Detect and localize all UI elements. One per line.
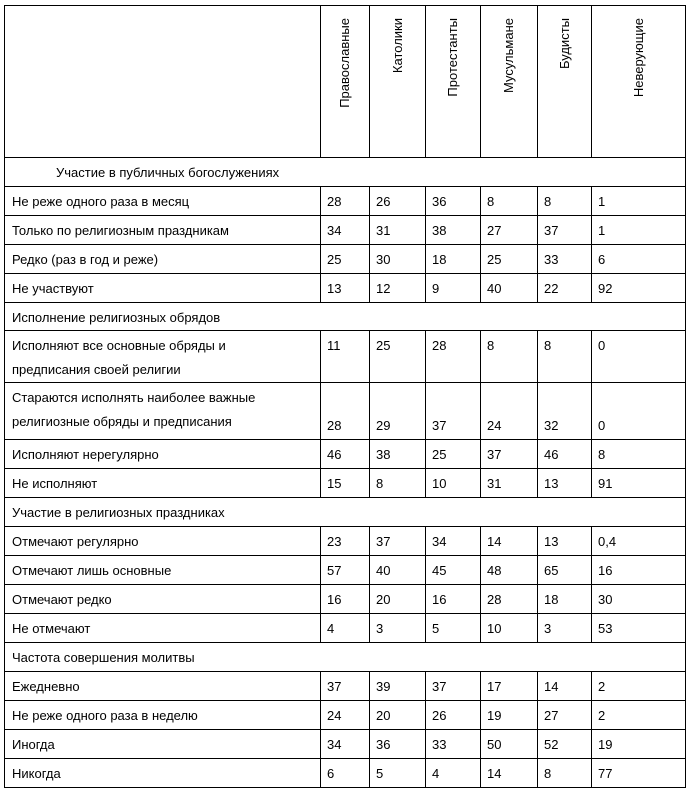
value-cell: 25 <box>426 440 481 469</box>
value-cell: 4 <box>426 759 481 788</box>
value-cell: 24 <box>481 383 538 440</box>
table-row <box>5 274 686 303</box>
section-title: Частота совершения молитвы <box>5 643 686 672</box>
section-row <box>5 643 686 672</box>
value-cell: 36 <box>370 730 426 759</box>
column-header-label: Будисты <box>556 18 572 69</box>
value-cell: 25 <box>370 331 426 383</box>
value-cell: 26 <box>426 701 481 730</box>
value-cell: 8 <box>538 331 592 383</box>
value-cell: 8 <box>592 440 686 469</box>
column-header-label: Протестанты <box>445 18 460 97</box>
value-cell: 27 <box>481 216 538 245</box>
table-row <box>5 759 686 788</box>
value-cell: 46 <box>538 440 592 469</box>
table-row <box>5 216 686 245</box>
value-cell: 52 <box>538 730 592 759</box>
value-cell: 37 <box>370 527 426 556</box>
table-row <box>5 614 686 643</box>
section-row <box>5 158 686 187</box>
row-label: Иногда <box>5 730 321 759</box>
column-header-buddhists <box>538 6 592 158</box>
value-cell: 38 <box>370 440 426 469</box>
value-cell: 25 <box>481 245 538 274</box>
table-header <box>5 6 686 158</box>
value-cell: 0 <box>592 331 686 383</box>
table-row <box>5 672 686 701</box>
value-cell: 33 <box>426 730 481 759</box>
value-cell: 24 <box>321 701 370 730</box>
value-cell: 34 <box>321 730 370 759</box>
value-cell: 12 <box>370 274 426 303</box>
row-label: Не участвуют <box>5 274 321 303</box>
column-header-muslims <box>481 6 538 158</box>
column-header-nonbelievers <box>592 6 686 158</box>
value-cell: 37 <box>321 672 370 701</box>
row-label-line: Исполняют все основные обряды и <box>12 338 226 353</box>
table-row <box>5 556 686 585</box>
value-cell: 0,4 <box>592 527 686 556</box>
table-row <box>5 527 686 556</box>
value-cell: 37 <box>481 440 538 469</box>
table-row <box>5 730 686 759</box>
value-cell: 19 <box>481 701 538 730</box>
value-cell: 77 <box>592 759 686 788</box>
value-cell: 10 <box>481 614 538 643</box>
value-cell: 20 <box>370 585 426 614</box>
row-label: Отмечают лишь основные <box>5 556 321 585</box>
value-cell: 8 <box>481 187 538 216</box>
value-cell: 32 <box>538 383 592 440</box>
value-cell: 8 <box>481 331 538 383</box>
value-cell: 13 <box>538 527 592 556</box>
value-cell: 14 <box>481 527 538 556</box>
value-cell: 34 <box>321 216 370 245</box>
value-cell: 4 <box>321 614 370 643</box>
row-label-line: Стараются исполнять наиболее важные <box>12 390 256 405</box>
table-row <box>5 245 686 274</box>
value-cell: 33 <box>538 245 592 274</box>
row-label-line: религиозные обряды и предписания <box>12 414 232 429</box>
value-cell: 34 <box>426 527 481 556</box>
value-cell: 28 <box>321 383 370 440</box>
value-cell: 3 <box>370 614 426 643</box>
column-header-label: Неверующие <box>630 18 646 98</box>
value-cell: 30 <box>370 245 426 274</box>
value-cell: 14 <box>538 672 592 701</box>
value-cell: 48 <box>481 556 538 585</box>
row-label: Ежедневно <box>5 672 321 701</box>
value-cell: 10 <box>426 469 481 498</box>
table-row <box>5 585 686 614</box>
row-label: Отмечают редко <box>5 585 321 614</box>
section-title: Участие в религиозных праздниках <box>5 498 686 527</box>
value-cell: 39 <box>370 672 426 701</box>
value-cell: 16 <box>426 585 481 614</box>
table-row <box>5 331 686 383</box>
value-cell: 16 <box>592 556 686 585</box>
value-cell: 92 <box>592 274 686 303</box>
value-cell: 13 <box>321 274 370 303</box>
value-cell: 5 <box>426 614 481 643</box>
value-cell: 5 <box>370 759 426 788</box>
value-cell: 57 <box>321 556 370 585</box>
row-label <box>5 331 321 383</box>
value-cell: 31 <box>370 216 426 245</box>
value-cell: 18 <box>538 585 592 614</box>
column-header-label: Католики <box>389 18 405 74</box>
value-cell: 37 <box>426 672 481 701</box>
value-cell: 28 <box>426 331 481 383</box>
value-cell: 2 <box>592 672 686 701</box>
value-cell: 40 <box>370 556 426 585</box>
value-cell: 8 <box>538 187 592 216</box>
value-cell: 8 <box>538 759 592 788</box>
value-cell: 28 <box>321 187 370 216</box>
religion-data-table <box>4 5 686 788</box>
value-cell: 3 <box>538 614 592 643</box>
value-cell: 28 <box>481 585 538 614</box>
value-cell: 65 <box>538 556 592 585</box>
value-cell: 45 <box>426 556 481 585</box>
section-row <box>5 498 686 527</box>
value-cell: 91 <box>592 469 686 498</box>
column-header-orthodox <box>321 6 370 158</box>
value-cell: 6 <box>592 245 686 274</box>
table-row <box>5 701 686 730</box>
row-label: Исполняют нерегулярно <box>5 440 321 469</box>
value-cell: 37 <box>426 383 481 440</box>
section-row <box>5 303 686 331</box>
value-cell: 14 <box>481 759 538 788</box>
value-cell: 0 <box>592 383 686 440</box>
section-title: Исполнение религиозных обрядов <box>5 303 686 331</box>
value-cell: 11 <box>321 331 370 383</box>
value-cell: 1 <box>592 187 686 216</box>
row-label: Не исполняют <box>5 469 321 498</box>
value-cell: 15 <box>321 469 370 498</box>
value-cell: 22 <box>538 274 592 303</box>
value-cell: 1 <box>592 216 686 245</box>
row-label: Не реже одного раза в месяц <box>5 187 321 216</box>
column-header-label: Мусульмане <box>501 18 516 93</box>
value-cell: 46 <box>321 440 370 469</box>
value-cell: 18 <box>426 245 481 274</box>
value-cell: 30 <box>592 585 686 614</box>
row-label: Отмечают регулярно <box>5 527 321 556</box>
table-body <box>5 158 686 788</box>
value-cell: 16 <box>321 585 370 614</box>
table-row <box>5 187 686 216</box>
value-cell: 19 <box>592 730 686 759</box>
value-cell: 29 <box>370 383 426 440</box>
value-cell: 8 <box>370 469 426 498</box>
table-row <box>5 440 686 469</box>
value-cell: 31 <box>481 469 538 498</box>
value-cell: 53 <box>592 614 686 643</box>
row-label <box>5 383 321 440</box>
column-header-label: Православные <box>337 18 352 108</box>
value-cell: 17 <box>481 672 538 701</box>
value-cell: 38 <box>426 216 481 245</box>
row-label: Не отмечают <box>5 614 321 643</box>
value-cell: 37 <box>538 216 592 245</box>
value-cell: 36 <box>426 187 481 216</box>
header-corner-cell <box>5 6 321 158</box>
value-cell: 2 <box>592 701 686 730</box>
value-cell: 9 <box>426 274 481 303</box>
value-cell: 25 <box>321 245 370 274</box>
value-cell: 40 <box>481 274 538 303</box>
value-cell: 20 <box>370 701 426 730</box>
value-cell: 23 <box>321 527 370 556</box>
value-cell: 26 <box>370 187 426 216</box>
table-row <box>5 383 686 440</box>
value-cell: 50 <box>481 730 538 759</box>
column-header-catholics <box>370 6 426 158</box>
section-title: Участие в публичных богослужениях <box>5 158 686 187</box>
value-cell: 6 <box>321 759 370 788</box>
column-header-protestants <box>426 6 481 158</box>
row-label: Редко (раз в год и реже) <box>5 245 321 274</box>
row-label: Только по религиозным праздникам <box>5 216 321 245</box>
row-label-line: предписания своей религии <box>12 362 181 377</box>
value-cell: 13 <box>538 469 592 498</box>
table-row <box>5 469 686 498</box>
row-label: Не реже одного раза в неделю <box>5 701 321 730</box>
value-cell: 27 <box>538 701 592 730</box>
row-label: Никогда <box>5 759 321 788</box>
